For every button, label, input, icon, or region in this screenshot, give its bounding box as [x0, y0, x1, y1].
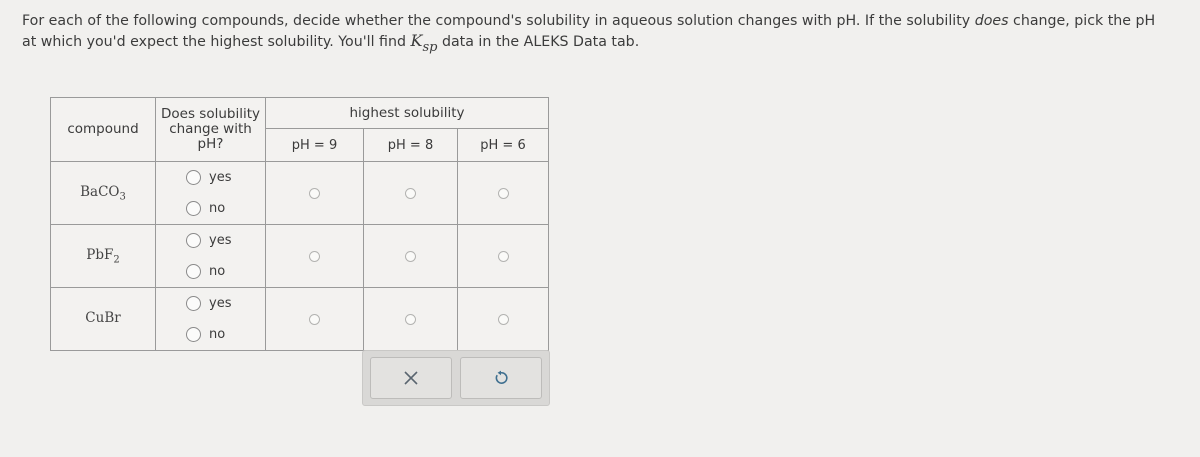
ph-9-cell	[266, 225, 364, 288]
table-row	[51, 225, 549, 288]
yes-label: yes	[209, 233, 232, 248]
ph-8-cell	[364, 288, 458, 351]
radio-button[interactable]	[186, 233, 201, 248]
ph-6-radio[interactable]	[498, 251, 509, 262]
answer-action-bar	[362, 350, 550, 406]
yes-option[interactable]	[186, 296, 265, 311]
no-label: no	[209, 264, 226, 279]
ph-9-radio[interactable]	[309, 314, 320, 325]
yes-label: yes	[209, 170, 232, 185]
ph-9-radio[interactable]	[309, 188, 320, 199]
ph-8-cell	[364, 162, 458, 225]
radio-button[interactable]	[186, 201, 201, 216]
prompt-text-3: at which you'd expect the highest solubility. You'll find	[22, 34, 411, 50]
ph-9-cell	[266, 162, 364, 225]
prompt-text-2: change, pick the pH	[1008, 13, 1156, 29]
header-change-line-2: change with	[169, 121, 252, 137]
change-options	[156, 288, 266, 351]
header-highest-solubility: highest solubility	[266, 98, 549, 129]
radio-button[interactable]	[186, 296, 201, 311]
header-change-line-3: pH?	[197, 136, 224, 152]
prompt-text-4: data in the ALEKS Data tab.	[437, 34, 640, 50]
yes-option[interactable]	[186, 233, 265, 248]
no-option[interactable]	[186, 327, 265, 342]
header-change-line-1: Does solubility	[161, 106, 260, 122]
header-row-1	[51, 98, 549, 129]
question-prompt	[22, 12, 1187, 55]
compound-subscript: 3	[119, 191, 126, 203]
clear-button[interactable]	[370, 357, 452, 399]
ksp-symbol: K	[410, 31, 423, 50]
ph-9-radio[interactable]	[309, 251, 320, 262]
no-label: no	[209, 201, 226, 216]
radio-button[interactable]	[186, 327, 201, 342]
compound-name	[51, 162, 156, 225]
ksp-subscript: sp	[422, 40, 438, 55]
ph-6-cell	[458, 225, 549, 288]
ph-6-cell	[458, 288, 549, 351]
ph-6-radio[interactable]	[498, 188, 509, 199]
table-row	[51, 288, 549, 351]
ph-8-radio[interactable]	[405, 314, 416, 325]
header-change	[156, 98, 266, 162]
no-label: no	[209, 327, 226, 342]
compound-name	[51, 225, 156, 288]
compound-formula: PbF	[86, 246, 114, 263]
compound-name	[51, 288, 156, 351]
compound-formula: CuBr	[85, 309, 121, 326]
compound-formula: BaCO	[80, 183, 120, 200]
ph-6-radio[interactable]	[498, 314, 509, 325]
radio-button[interactable]	[186, 170, 201, 185]
yes-label: yes	[209, 296, 232, 311]
undo-icon	[493, 370, 509, 386]
table-row	[51, 162, 549, 225]
ph-9-cell	[266, 288, 364, 351]
no-option[interactable]	[186, 201, 265, 216]
header-ph-8: pH = 8	[364, 129, 458, 162]
prompt-emphasis: does	[974, 13, 1009, 29]
header-compound: compound	[51, 98, 156, 162]
yes-no-group	[156, 162, 265, 224]
ph-6-cell	[458, 162, 549, 225]
yes-option[interactable]	[186, 170, 265, 185]
header-ph-9: pH = 9	[266, 129, 364, 162]
header-ph-6: pH = 6	[458, 129, 549, 162]
change-options	[156, 225, 266, 288]
change-options	[156, 162, 266, 225]
radio-button[interactable]	[186, 264, 201, 279]
x-icon	[404, 371, 418, 385]
compound-subscript: 2	[113, 254, 120, 266]
ph-8-cell	[364, 225, 458, 288]
prompt-text-1: For each of the following compounds, decide whether the compound's solubility in aqueous solution changes with pH. If the solubility	[22, 13, 975, 29]
yes-no-group	[156, 288, 265, 350]
yes-no-group	[156, 225, 265, 287]
ph-8-radio[interactable]	[405, 251, 416, 262]
solubility-table	[50, 97, 549, 351]
undo-button[interactable]	[460, 357, 542, 399]
ph-8-radio[interactable]	[405, 188, 416, 199]
no-option[interactable]	[186, 264, 265, 279]
